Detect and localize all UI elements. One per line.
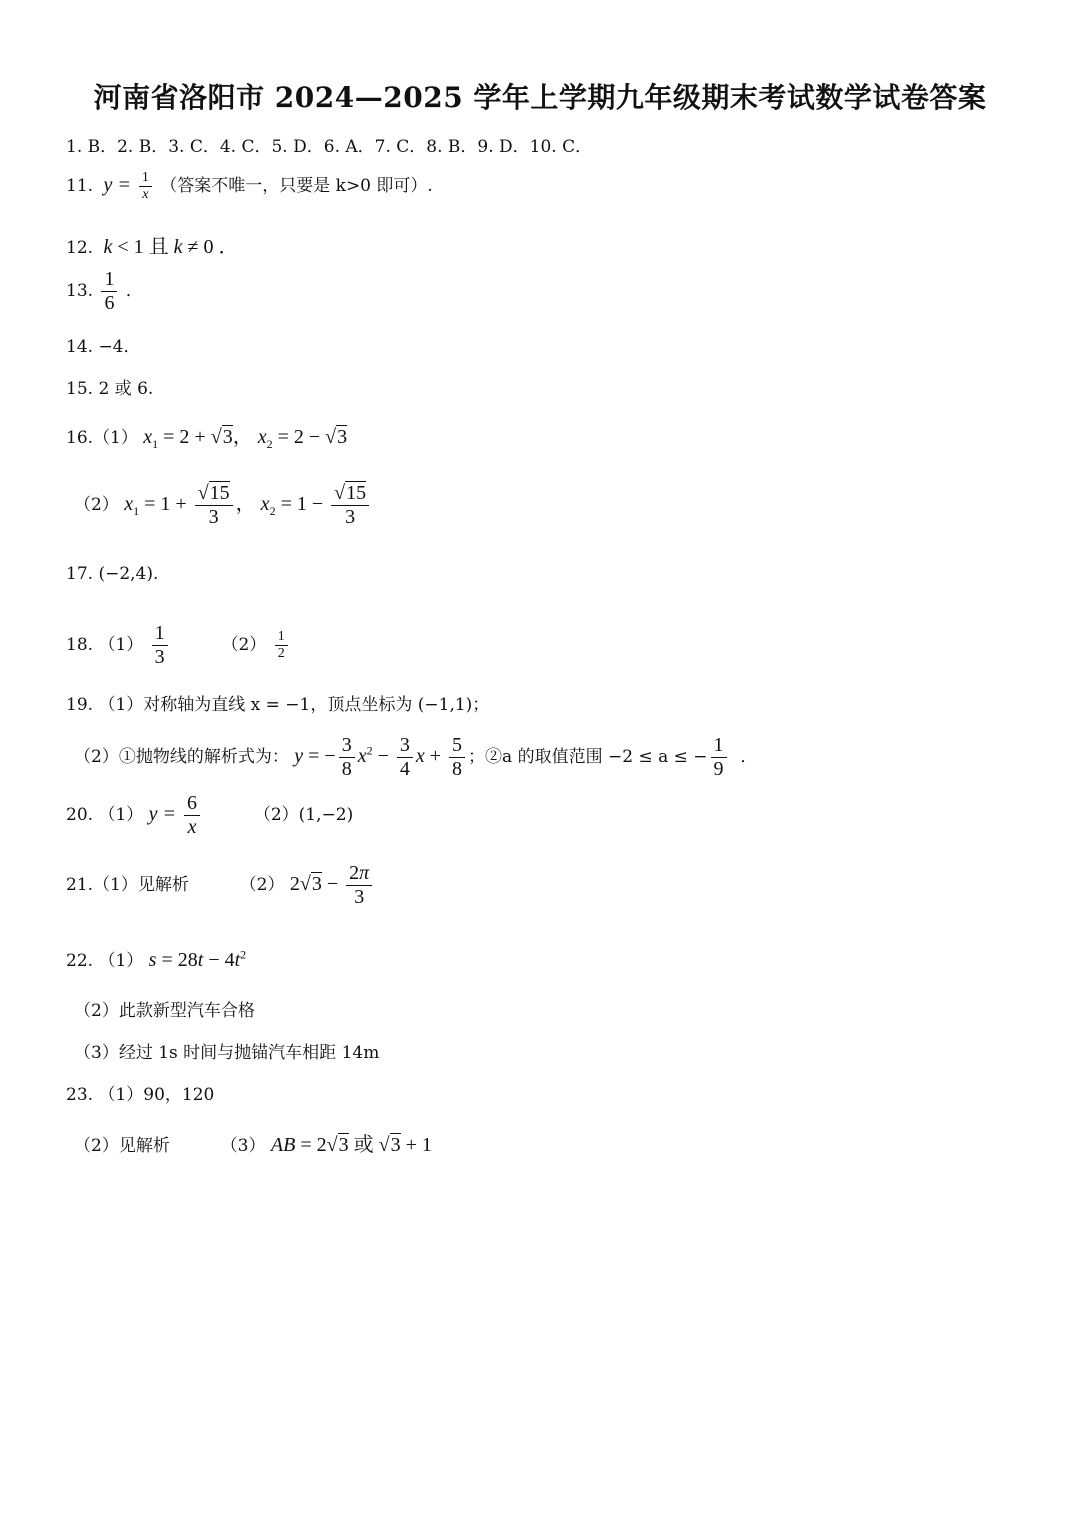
- answer-21-part-1: 21.（1）见解析: [66, 875, 189, 895]
- answer-23-part-3-label: （3）: [220, 1136, 266, 1156]
- answer-18-fraction-1: $\frac{1}{3}$: [152, 622, 168, 669]
- answer-12: [66, 230, 239, 259]
- answer-20-formula: y =: [148, 803, 182, 825]
- answer-22-part-3: （3）经过 1s 时间与抛锚汽车相距 14m: [74, 1043, 380, 1063]
- answer-18-fraction-2: $\frac{1}{2}$: [275, 629, 288, 662]
- answer-19-part-2: （2）①抛物线的解析式为： y = − $\frac{3}{8}$ $x^2$ − $\frac{3}{4}$ x + $\frac{5}{8}$ ；②a 的取值范围 −2 ≤ a ≤ − $\frac{1}{9}$ ．: [74, 734, 758, 780]
- answer-16-roots-1: $x_1 = 2 + √3$， $x_2 = 2 - √3$: [143, 426, 348, 451]
- answer-23-part-1: 23. （1）90，120: [66, 1085, 215, 1105]
- answer-19-range-label: ；②a 的取值范围 −2 ≤ a ≤ −: [468, 747, 708, 767]
- answer-23-part-2: （2）见解析: [74, 1136, 170, 1156]
- answer-15: 15. 2 或 6.: [66, 379, 154, 399]
- answer-13-fraction: $\frac{1}{6}$: [101, 268, 117, 315]
- answer-13: 13. $\frac{1}{6}$ ．: [66, 268, 143, 314]
- answer-22-number: 22. （1）: [66, 951, 144, 971]
- answer-19-part-2-label: （2）①抛物线的解析式为：: [74, 747, 289, 767]
- answer-20-number: 20. （1）: [66, 805, 144, 825]
- answer-16-part-1: [66, 420, 347, 452]
- answer-16-part-2: （2） $x_1 = 1$ + $\frac{√15}{3}$ ， $x_2 = 1$ − $\frac{√15}{3}$: [74, 482, 372, 529]
- answer-18-part-2-label: （2）: [221, 635, 267, 655]
- answer-11-number: 11.: [66, 176, 94, 197]
- answer-20: 20. （1） y = $\frac{6}{x}$ （2）(1,−2): [66, 792, 354, 838]
- answer-14: 14. −4．: [66, 337, 141, 357]
- answer-16-number: 16.（1）: [66, 428, 138, 448]
- answer-22-part-1: [66, 946, 246, 972]
- answer-18: [66, 622, 291, 669]
- answer-17: 17. (−2,4).: [66, 564, 159, 584]
- answer-16-part-2-label: （2）: [74, 495, 119, 515]
- answer-16-fraction-1: $\frac{√15}{3}$: [195, 482, 233, 529]
- answer-11-note: （答案不唯一，只要是 k>0 即可）.: [160, 176, 433, 197]
- answer-11-formula: y =: [98, 174, 136, 197]
- answer-21-formula: 2√3 −: [289, 873, 344, 895]
- answer-19-parabola: y = −: [294, 745, 336, 767]
- answer-12-number: 12.: [66, 238, 94, 258]
- answer-16-roots-2: $x_1 = 1$ +: [124, 493, 192, 518]
- answer-23-formula: AB = 2√3 或 √3 + 1: [270, 1134, 432, 1156]
- answer-21-part-2-label: （2）: [239, 875, 285, 895]
- answer-16-fraction-2: $\frac{√15}{3}$: [331, 482, 369, 529]
- answer-13-number: 13.: [66, 281, 94, 301]
- answers-1-10: 1. B．2. B．3. C．4. C．5. D．6. A．7. C．8. B．9. D．10. C．: [66, 137, 593, 157]
- answer-12-formula: k < 1 且 k ≠ 0 ．: [103, 236, 239, 258]
- document-title: 河南省洛阳市 2024—2025 学年上学期九年级期末考试数学试卷答案: [93, 81, 987, 114]
- answer-20-part-2: （2）(1,−2): [253, 805, 354, 825]
- answer-22-formula: $s = 28t - 4t^2$: [148, 947, 247, 971]
- answer-11-fraction: $\frac{1}{x}$: [139, 170, 152, 203]
- answer-18-number: 18. （1）: [66, 635, 144, 655]
- answer-19-part-1: 19. （1）对称轴为直线 x = −1，顶点坐标为 (−1,1)；: [66, 695, 490, 715]
- answer-21: 21.（1）见解析 （2） 2√3 − $\frac{2\pi}{3}$: [66, 862, 375, 909]
- answer-22-part-2: （2）此款新型汽车合格: [74, 1001, 255, 1021]
- answer-23-part-2-3: [74, 1128, 432, 1157]
- answer-19-range-fraction: $\frac{1}{9}$: [711, 734, 727, 781]
- answer-11: [66, 170, 433, 203]
